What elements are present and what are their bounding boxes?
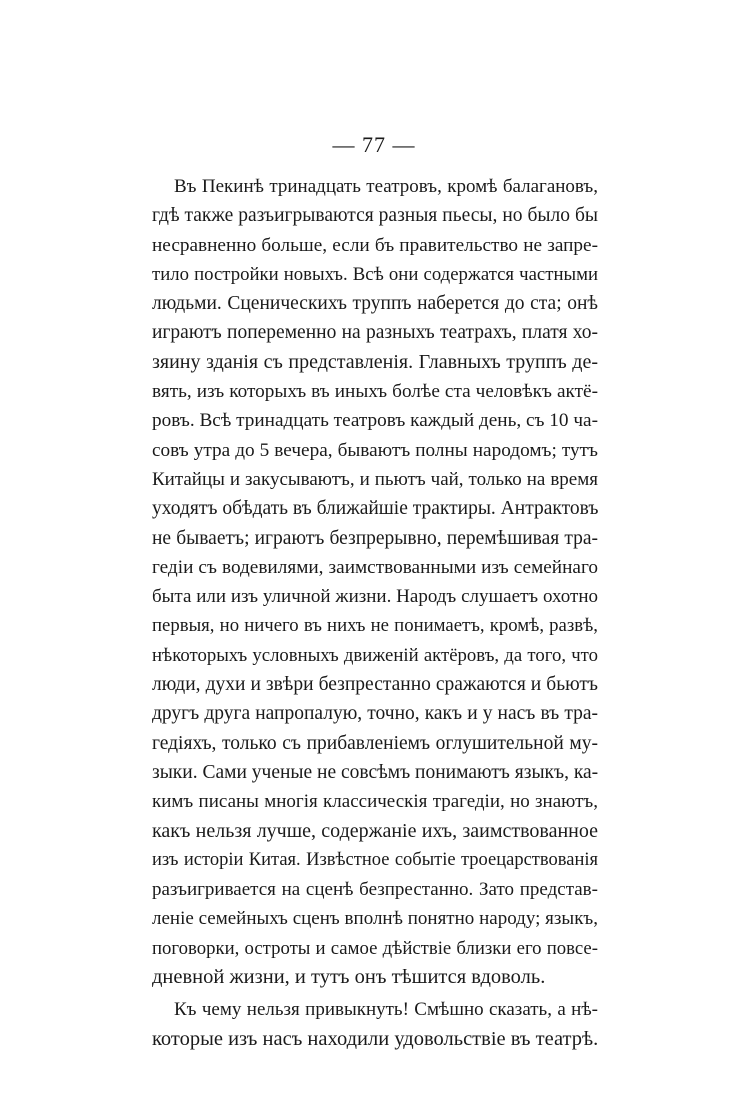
text-line: вять, изъ которыхъ въ иныхъ болѣе ста человѣкъ актё- <box>152 381 598 403</box>
text-line: людьми. Сценическихъ труппъ наберется до ста; онѣ <box>152 293 598 315</box>
text-line: Къ чему нельзя привыкнуть! Смѣшно сказать, а нѣ- <box>174 999 598 1021</box>
text-line: кимъ писаны многія классическія трагедіи, но знаютъ, <box>152 791 598 813</box>
paragraph-2 <box>152 995 598 1054</box>
text-line: гдѣ также разъигрываются разныя пьесы, но было бы <box>152 205 598 227</box>
text-line: другъ друга напропалую, точно, какъ и у насъ въ тра- <box>152 703 598 725</box>
text-line: быта или изъ уличной жизни. Народъ слушаетъ охотно <box>152 586 598 608</box>
text-line: несравненно больше, если бъ правительство не запре- <box>152 234 598 256</box>
text-line: которые изъ насъ находили удовольствіе въ театрѣ. <box>152 1027 599 1050</box>
text-line: тило постройки новыхъ. Всѣ они содержатся частными <box>152 263 598 285</box>
text-line: нѣкоторыхъ условныхъ движеній актёровъ, да того, что <box>152 644 598 666</box>
text-line: не бываетъ; играютъ безпрерывно, перемѣшивая тра- <box>152 527 598 549</box>
text-line: леніе семейныхъ сценъ вполнѣ понятно народу; языкъ, <box>152 908 598 930</box>
text-line: Въ Пекинѣ тринадцать театровъ, кромѣ балагановъ, <box>174 176 598 197</box>
text-line: разъигривается на сценѣ безпрестанно. Зато представ- <box>152 879 598 901</box>
text-line: гедіяхъ, только съ прибавленіемъ оглушительной му- <box>152 732 598 754</box>
text-line: гедіи съ водевилями, заимствованными изъ семейнаго <box>152 556 598 578</box>
text-line: совъ утра до 5 вечера, бываютъ полны народомъ; тутъ <box>152 439 598 461</box>
body-text <box>152 172 598 1054</box>
text-line: зяину зданія съ представленія. Главныхъ труппъ де- <box>152 350 598 373</box>
paragraph-1 <box>152 172 598 992</box>
text-line: поговорки, остроты и самое дѣйствіе близки его повсе- <box>152 937 598 959</box>
text-line: Китайцы и закусываютъ, и пьютъ чай, только на время <box>152 468 598 490</box>
text-line: уходятъ обѣдать въ ближайшіе трактиры. Антрактовъ <box>152 498 599 520</box>
text-line: какъ нельзя лучше, содержаніе ихъ, заимствованное <box>152 819 598 842</box>
text-line: первыя, но ничего въ нихъ не понимаетъ, кромѣ, развѣ, <box>152 615 598 637</box>
text-line: ровъ. Всѣ тринадцать театровъ каждый день, съ 10 ча- <box>152 410 598 432</box>
text-line: играютъ попеременно на разныхъ театрахъ, платя хо- <box>152 322 598 344</box>
text-line: зыки. Сами ученые не совсѣмъ понимаютъ языкъ, ка- <box>152 761 599 783</box>
text-line: дневной жизни, и тутъ онъ тѣшится вдоволь. <box>152 966 546 989</box>
page-number: — 77 — <box>332 132 416 157</box>
text-line: люди, духи и звѣри безпрестанно сражаются и бьютъ <box>152 674 598 696</box>
text-line: изъ исторіи Китая. Извѣстное событіе троецарствованія <box>152 849 598 870</box>
